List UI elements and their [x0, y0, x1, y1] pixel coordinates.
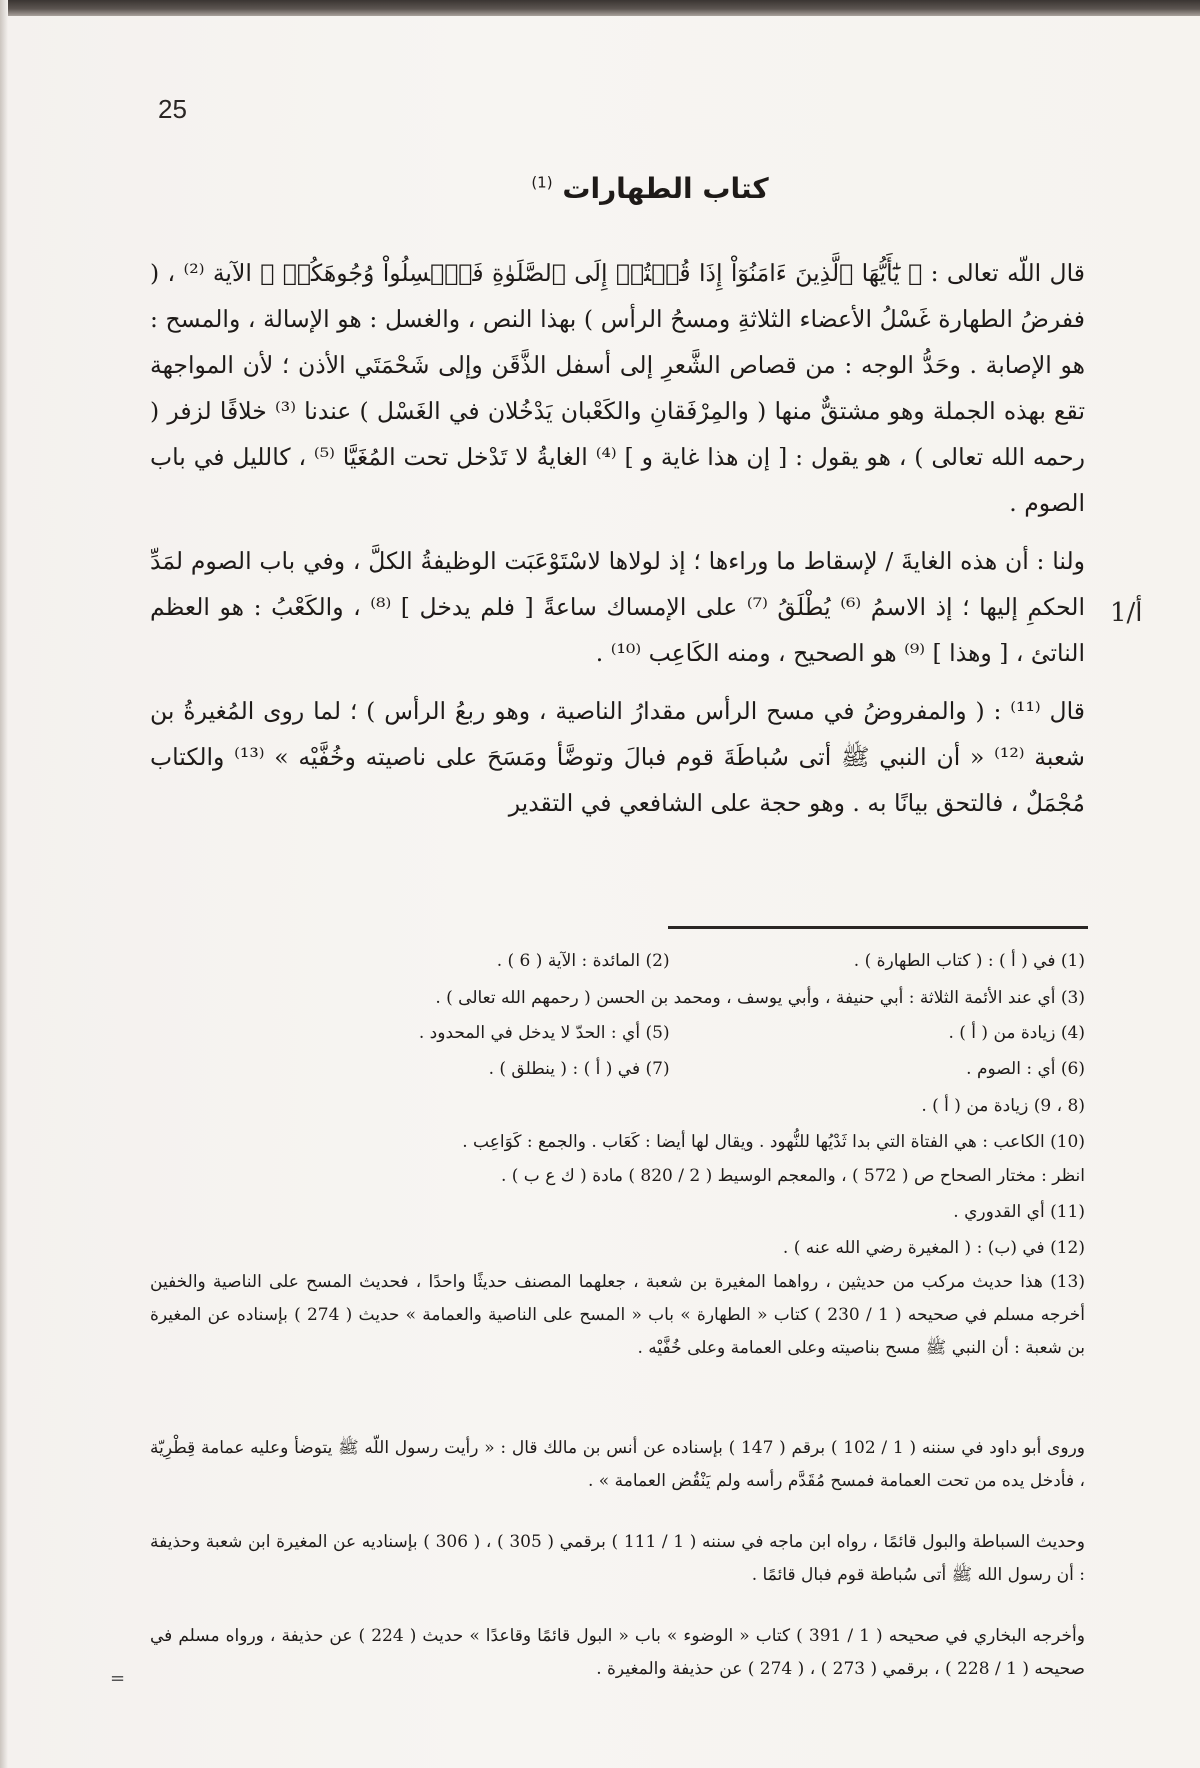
chapter-title: كتاب الطهارات [562, 172, 769, 205]
scan-left-edge [0, 0, 8, 1768]
body-paragraph: ولنا : أن هذه الغايةَ / لإسقاط ما وراءها ؛ إذ لولاها لاسْتَوْعَبَت الوظيفةُ الكلَّ ، وفي باب الصوم لمَدِّ الحكمِ إليها ؛ إذ الاسمُ ⁽⁶⁾ يُطْلَقُ ⁽⁷⁾ على الإمساك ساعةً [ فلم يدخل ] ⁽⁸⁾ ، والكَعْبُ : هو العظم الناتئ ، [ وهذا ] ⁽⁹⁾ هو الصحيح ، ومنه الكَاعِب ⁽¹⁰⁾ . [150, 547, 1085, 667]
footnote: (2) المائدة : الآية ( 6 ) . [496, 951, 670, 971]
footnote: (6) أي : الصوم . [966, 1059, 1085, 1079]
footnote: (3) أي عند الأئمة الثلاثة : أبي حنيفة ، وأبي يوسف ، ومحمد بن الحسن ( رحمهم الله تعالى ) . [435, 988, 1085, 1008]
footnote: (11) أي القدوري . [953, 1202, 1085, 1222]
page-number: 25 [158, 94, 187, 124]
chapter-heading [300, 172, 1000, 216]
footnote: انظر : مختار الصحاح ص ( 572 ) ، والمعجم الوسيط ( 2 / 820 ) مادة ( ك ع ب ) . [500, 1166, 1085, 1186]
footnote: (13) هذا حديث مركب من حديثين ، رواهما المغيرة بن شعبة ، جعلهما المصنف حديثًا واحدًا ، فحديث المسح على الناصية والخفين أخرجه مسلم في صحيحه ( 1 / 230 ) كتاب « الطهارة » باب « المسح على الناصية والعمامة » حديث ( 274 ) بإسناده عن المغيرة بن شعبة : أن النبي ﷺ مسح بناصيته وعلى العمامة وعلى خُفَّيْه . [150, 1272, 1085, 1358]
footnote-row [150, 1018, 1085, 1052]
chapter-title-note: (1) [531, 173, 553, 192]
main-text [150, 250, 1085, 838]
footnote: (7) في ( أ ) : ( ينطلق ) . [488, 1059, 670, 1079]
footnote: وأخرجه البخاري في صحيحه ( 1 / 391 ) كتاب « الوضوء » باب « البول قائمًا وقاعدًا » حديث ( 224 ) عن حذيفة ، ورواه مسلم في صحيحه ( 1 / 228 ) ، برقمي ( 273 ) ، ( 274 ) عن حذيفة والمغيرة . [150, 1626, 1085, 1679]
footnote-row [150, 946, 1085, 980]
footnote: وروى أبو داود في سننه ( 1 / 102 ) برقم ( 147 ) بإسناده عن أنس بن مالك قال : « رأيت رسول اللّه ﷺ يتوضأ وعليه عمامة قِطْرِيّة ، فأدخل يده من تحت العمامة فمسح مُقَدَّم رأسه ولم يَنْقُض العمامة » . [150, 1438, 1085, 1491]
footnote: (10) الكاعب : هي الفتاة التي بدا ثَدْيُها للنُّهود . ويقال لها أيضا : كَعَاب . والجمع : كَوَاعِب . [462, 1132, 1085, 1152]
footnote: (5) أي : الحدّ لا يدخل في المحدود . [418, 1023, 670, 1043]
body-paragraph: قال ⁽¹¹⁾ : ( والمفروضُ في مسح الرأس مقدارُ الناصية ، وهو ربعُ الرأس ) ؛ لما روى المُغيرةُ بن شعبة ⁽¹²⁾ « أن النبي ﷺ أتى سُباطَةَ قوم فبالَ وتوضَّأ ومَسَحَ على ناصيته وخُفَّيْه » ⁽¹³⁾ والكتاب مُجْمَلٌ ، فالتحق بيانًا به . وهو حجة على الشافعي في التقدير [150, 697, 1085, 817]
footnote: (12) في (ب) : ( المغيرة رضي الله عنه ) . [782, 1238, 1085, 1258]
body-paragraph: قال اللّه تعالى : ﴿ يَٰٓأَيُّهَا ٱلَّذِينَ ءَامَنُوٓاْ إِذَا قُمۡتُمۡ إِلَى ٱلصَّلَوٰةِ فَٱغۡسِلُواْ وُجُوهَكُمۡ ﴾ الآية ⁽²⁾ ، ( ففرضُ الطهارة غَسْلُ الأعضاء الثلاثةِ ومسحُ الرأس ) بهذا النص ، والغسل : هو الإسالة ، والمسح : هو الإصابة . وحَدُّ الوجه : من قصاص الشَّعرِ إلى أسفل الذَّقَن وإلى شَحْمَتَي الأذن ؛ لأن المواجهة تقع بهذه الجملة وهو مشتقٌّ منها ( والمِرْفَقانِ والكَعْبان يَدْخُلان في الغَسْل ) عندنا ⁽³⁾ خلافًا لزفر ( رحمه الله تعالى ) ، هو يقول : [ إن هذا غاية و ] ⁽⁴⁾ الغايةُ لا تَدْخل تحت المُغَيَّا ⁽⁵⁾ ، كالليل في باب الصوم . [150, 259, 1085, 517]
footnote-separator [668, 926, 1088, 929]
footnote: (4) زيادة من ( أ ) . [948, 1023, 1085, 1043]
footnote: (1) في ( أ ) : ( كتاب الطهارة ) . [853, 951, 1085, 971]
marginal-folio-ref: أ/1 [1110, 598, 1143, 628]
footnote-row [150, 1054, 1085, 1088]
footnote: وحديث السباطة والبول قائمًا ، رواه ابن ماجه في سننه ( 1 / 111 ) برقمي ( 305 ) ، ( 306 ) بإسناديه عن المغيرة ابن شعبة وحذيفة : أن رسول الله ﷺ أتى سُباطة قوم فبال قائمًا . [150, 1532, 1085, 1585]
margin-mark: = [110, 1668, 126, 1689]
scan-top-edge [0, 0, 1200, 16]
footnote: (8 ، 9) زيادة من ( أ ) . [921, 1096, 1085, 1116]
